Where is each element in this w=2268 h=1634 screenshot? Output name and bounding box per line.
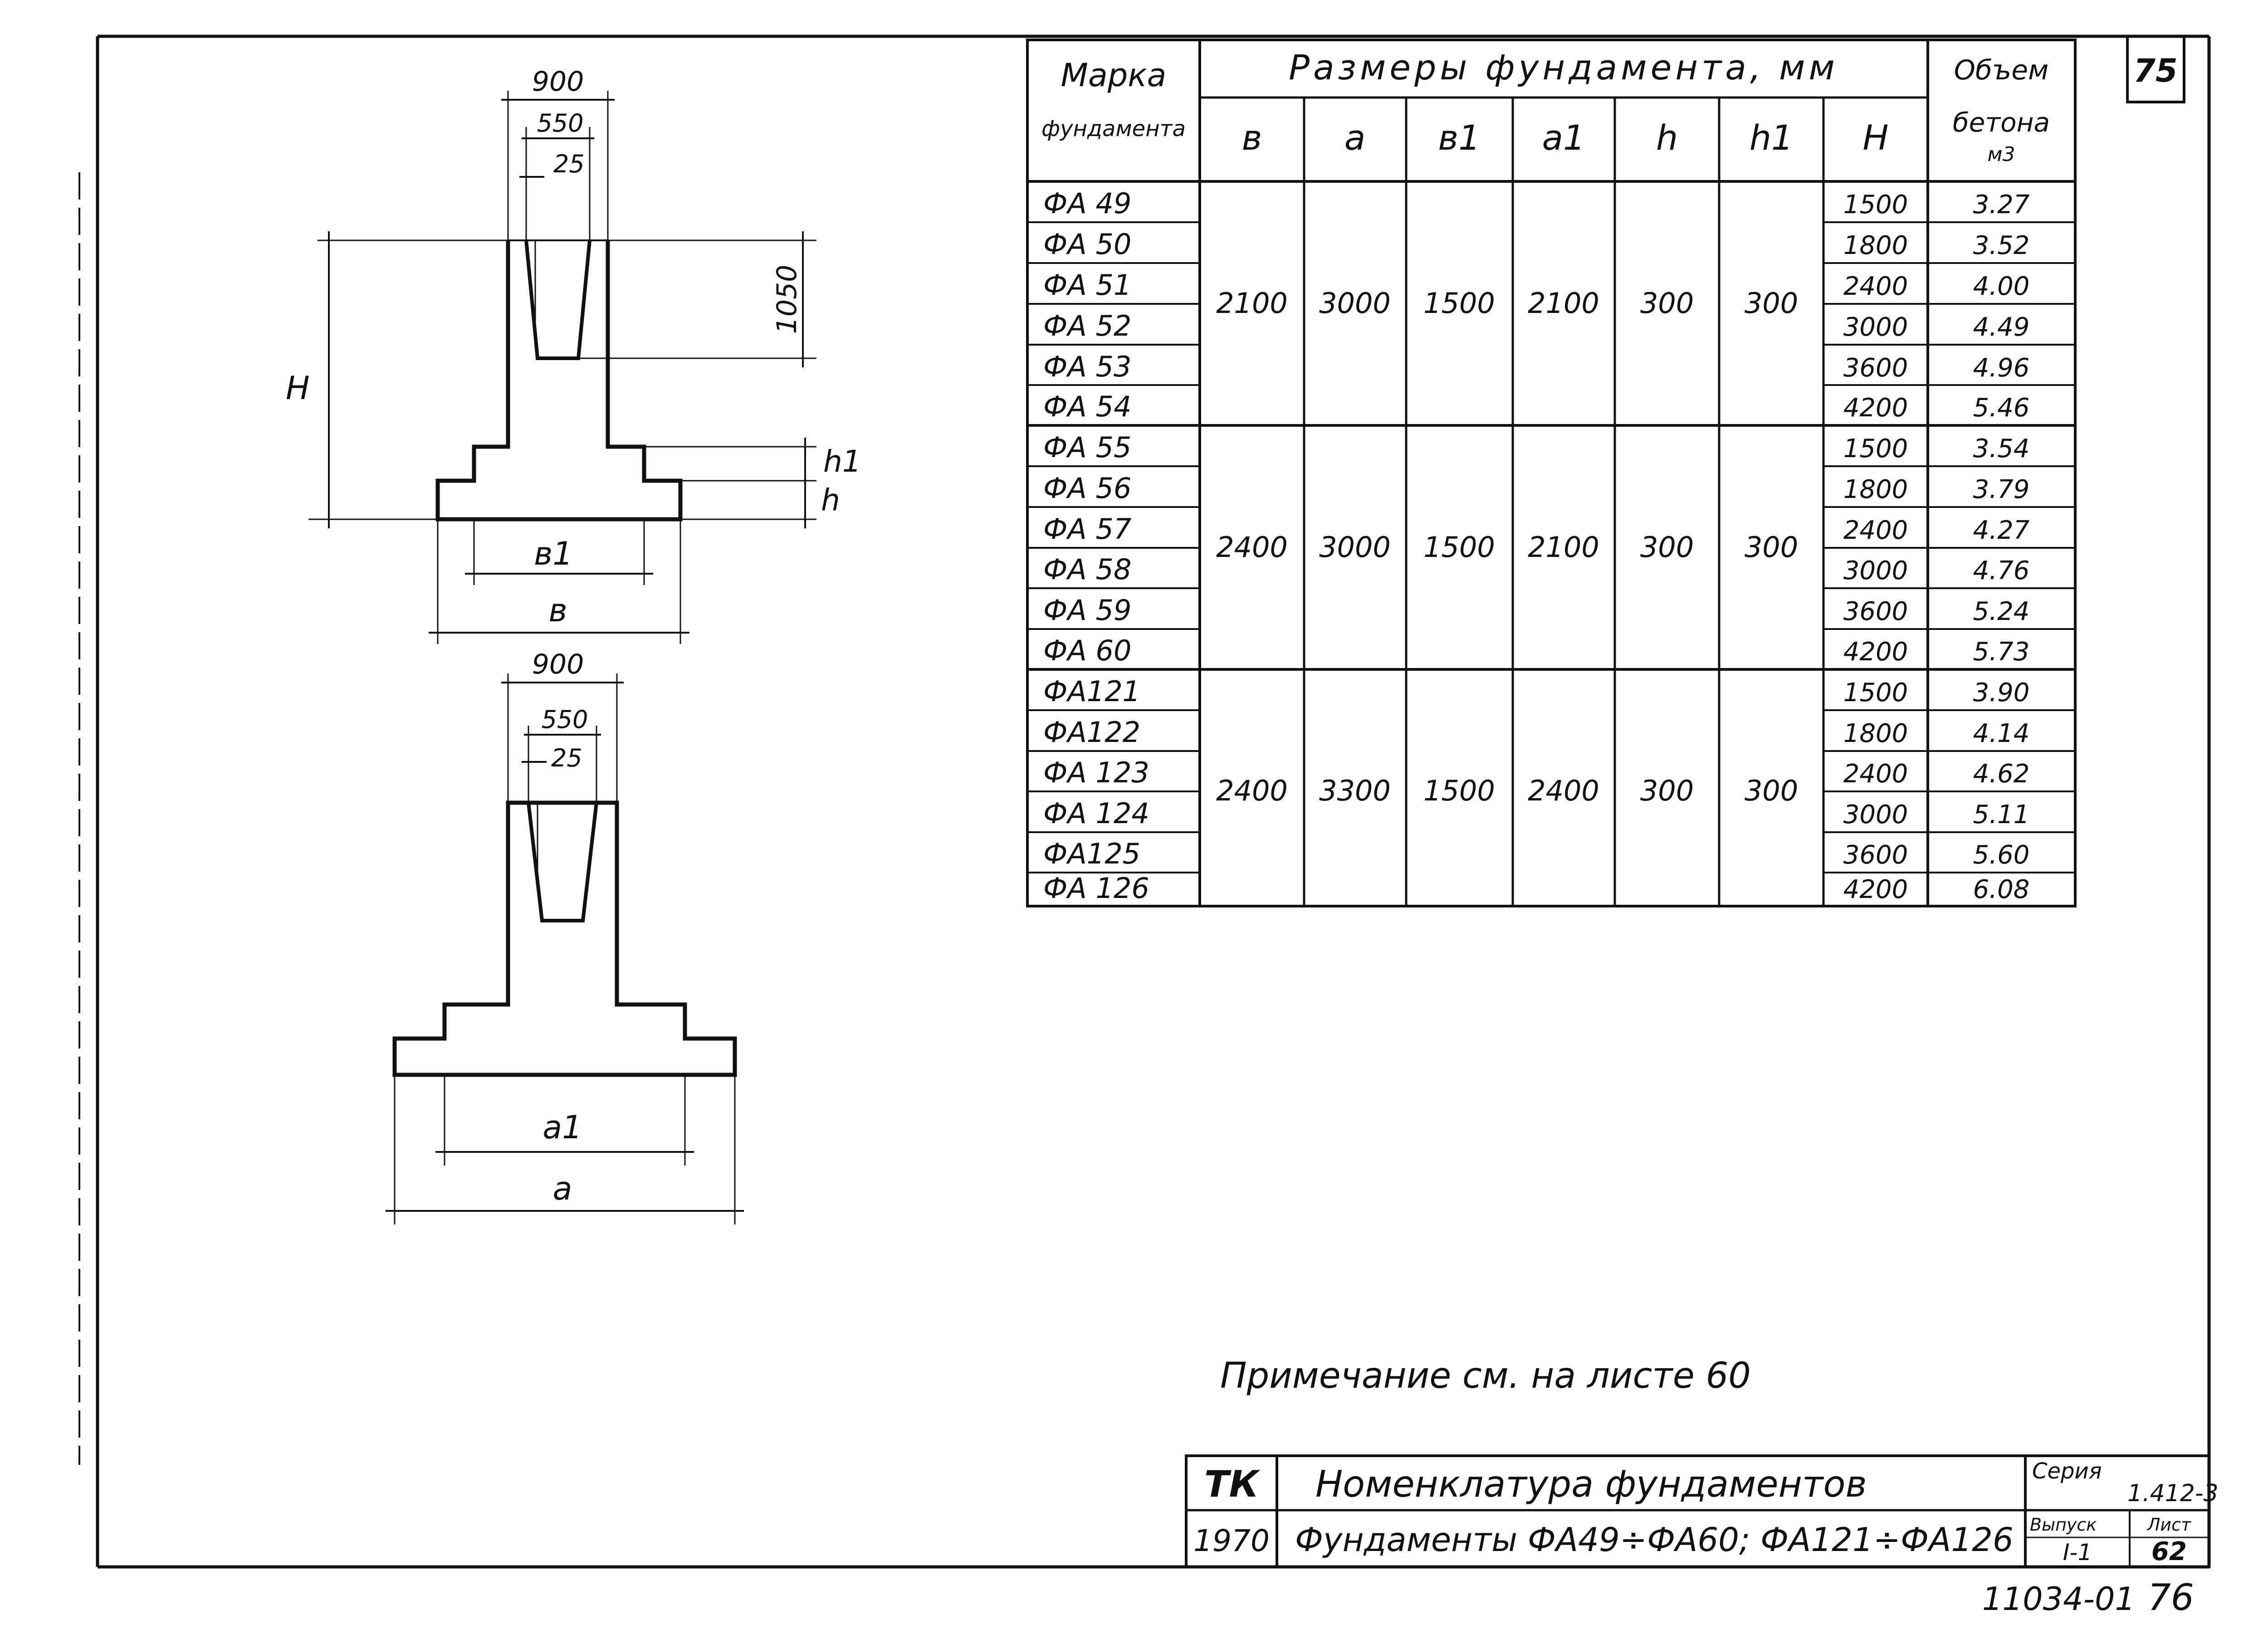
row-V: 4.96 bbox=[1973, 353, 2030, 383]
row-V: 3.52 bbox=[1973, 231, 2030, 260]
row-V: 5.60 bbox=[1973, 840, 2030, 870]
header-volume-line2: бетона bbox=[1952, 107, 2050, 138]
table-header bbox=[1041, 47, 2050, 166]
row-mark: ФА 54 bbox=[1043, 390, 1132, 423]
row-H: 1500 bbox=[1843, 434, 1908, 463]
g2-a1: 2100 bbox=[1528, 531, 1599, 564]
note: Примечание см. на листе 60 bbox=[1220, 1356, 1751, 1396]
row-H: 2400 bbox=[1843, 759, 1908, 789]
label-b: в bbox=[548, 592, 567, 629]
row-H: 1800 bbox=[1843, 719, 1908, 748]
row-mark: ФА122 bbox=[1043, 716, 1141, 749]
header-volume-line1: Объем bbox=[1954, 54, 2049, 86]
row-mark: ФА 52 bbox=[1043, 309, 1132, 342]
issue-label: Выпуск bbox=[2030, 1515, 2097, 1535]
sheet-number: 75 bbox=[2133, 52, 2178, 89]
dim-25-bottom: 25 bbox=[551, 744, 582, 772]
row-H: 1500 bbox=[1843, 678, 1908, 707]
row-V: 5.11 bbox=[1973, 800, 2030, 829]
stamp-page: 76 bbox=[2148, 1576, 2194, 1619]
row-V: 5.24 bbox=[1973, 597, 2030, 626]
row-H: 2400 bbox=[1843, 272, 1908, 301]
row-mark: ФА 58 bbox=[1043, 553, 1132, 586]
series-label: Серия bbox=[2032, 1458, 2102, 1484]
g2-h1: 300 bbox=[1744, 531, 1799, 564]
row-mark: ФА 124 bbox=[1043, 797, 1149, 830]
row-V: 4.14 bbox=[1973, 719, 2030, 748]
row-H: 1800 bbox=[1843, 475, 1908, 504]
row-V: 3.54 bbox=[1973, 434, 2030, 463]
g1-h: 300 bbox=[1640, 287, 1694, 320]
row-V: 4.49 bbox=[1973, 312, 2030, 342]
dim-550-bottom: 550 bbox=[541, 705, 588, 734]
row-H: 4200 bbox=[1843, 875, 1908, 904]
g3-a: 3300 bbox=[1319, 774, 1391, 807]
header-col-h1: h1 bbox=[1749, 117, 1794, 158]
row-H: 4200 bbox=[1843, 637, 1908, 667]
title-sub: Фундаменты ФА49÷ФА60; ФА121÷ФА126 bbox=[1295, 1521, 2014, 1559]
row-V: 6.08 bbox=[1973, 875, 2030, 904]
row-H: 3000 bbox=[1843, 312, 1908, 342]
title-main: Номенклатура фундаментов bbox=[1315, 1463, 1867, 1505]
row-V: 5.73 bbox=[1973, 637, 2030, 667]
label-a1: а1 bbox=[543, 1109, 582, 1146]
row-H: 4200 bbox=[1843, 393, 1908, 423]
g2-h: 300 bbox=[1640, 531, 1694, 564]
row-mark: ФА 56 bbox=[1043, 472, 1132, 505]
g3-a1: 2400 bbox=[1528, 774, 1599, 807]
stamp-number: 11034-01 bbox=[1982, 1580, 2136, 1618]
dim-550-top: 550 bbox=[537, 109, 584, 137]
header-col-a1: а1 bbox=[1542, 117, 1585, 158]
row-H: 1500 bbox=[1843, 190, 1908, 219]
sheet-value: 62 bbox=[2151, 1537, 2187, 1566]
dim-900-bottom: 900 bbox=[532, 649, 584, 680]
g3-h1: 300 bbox=[1744, 774, 1799, 807]
foundation-section-top bbox=[286, 66, 861, 644]
row-V: 4.27 bbox=[1973, 516, 2030, 545]
row-V: 4.76 bbox=[1973, 556, 2030, 585]
header-col-b: в bbox=[1242, 117, 1262, 158]
header-mark-line1: Марка bbox=[1061, 57, 1167, 94]
row-mark: ФА 60 bbox=[1043, 634, 1132, 667]
header-col-a: а bbox=[1344, 117, 1366, 158]
label-a: а bbox=[552, 1170, 572, 1207]
row-mark: ФА 59 bbox=[1043, 594, 1132, 627]
g3-b1: 1500 bbox=[1423, 774, 1495, 807]
row-mark: ФА125 bbox=[1043, 837, 1141, 870]
label-h1: h1 bbox=[823, 444, 861, 479]
label-H: Н bbox=[286, 370, 310, 407]
dim-1050: 1050 bbox=[771, 264, 803, 334]
title-year: 1970 bbox=[1193, 1523, 1270, 1558]
row-H: 3600 bbox=[1843, 597, 1908, 626]
row-mark: ФА 57 bbox=[1043, 512, 1132, 546]
g1-b: 2100 bbox=[1216, 287, 1288, 320]
row-mark: ФА 123 bbox=[1043, 756, 1149, 789]
g1-a1: 2100 bbox=[1528, 287, 1599, 320]
row-mark: ФА 126 bbox=[1043, 872, 1149, 905]
row-V: 3.90 bbox=[1973, 678, 2030, 707]
row-mark: ФА 51 bbox=[1043, 268, 1132, 302]
foundation-section-bottom bbox=[386, 649, 744, 1224]
row-H: 2400 bbox=[1843, 516, 1908, 545]
row-V: 3.27 bbox=[1973, 190, 2030, 219]
sheet-number-box bbox=[2127, 36, 2184, 102]
row-H: 1800 bbox=[1843, 231, 1908, 260]
header-volume-unit: м3 bbox=[1987, 143, 2015, 166]
g1-a: 3000 bbox=[1319, 287, 1391, 320]
row-mark: ФА 49 bbox=[1043, 187, 1132, 220]
row-mark: ФА 55 bbox=[1043, 431, 1132, 464]
label-b1: в1 bbox=[534, 535, 573, 572]
title-block bbox=[1186, 1456, 2219, 1567]
header-col-h: h bbox=[1656, 117, 1678, 158]
row-H: 3600 bbox=[1843, 840, 1908, 870]
row-V: 4.62 bbox=[1973, 759, 2030, 789]
dim-900-top: 900 bbox=[532, 66, 584, 98]
series-value: 1.412-3 bbox=[2127, 1480, 2219, 1507]
foundation-table bbox=[1027, 40, 2075, 906]
sheet-label: Лист bbox=[2147, 1515, 2191, 1535]
header-col-H: Н bbox=[1862, 117, 1889, 158]
header-mark-line2: фундамента bbox=[1041, 116, 1186, 141]
row-V: 3.79 bbox=[1973, 475, 2030, 504]
row-V: 4.00 bbox=[1973, 272, 2030, 301]
issue-value: I-1 bbox=[2063, 1539, 2092, 1566]
row-mark: ФА 50 bbox=[1043, 228, 1132, 261]
title-org: ТК bbox=[1204, 1463, 1259, 1505]
g3-b: 2400 bbox=[1216, 774, 1288, 807]
row-H: 3000 bbox=[1843, 556, 1908, 585]
g2-b: 2400 bbox=[1216, 531, 1288, 564]
row-H: 3600 bbox=[1843, 353, 1908, 383]
g2-b1: 1500 bbox=[1423, 531, 1495, 564]
dim-25-top: 25 bbox=[553, 150, 585, 178]
g2-a: 3000 bbox=[1319, 531, 1391, 564]
header-col-b1: в1 bbox=[1438, 117, 1481, 158]
g3-h: 300 bbox=[1640, 774, 1694, 807]
header-dims-title: Размеры фундамента, мм bbox=[1289, 47, 1838, 88]
g1-h1: 300 bbox=[1744, 287, 1799, 320]
row-mark: ФА121 bbox=[1043, 675, 1141, 708]
row-V: 5.46 bbox=[1973, 393, 2030, 423]
label-h: h bbox=[821, 483, 840, 517]
row-H: 3000 bbox=[1843, 800, 1908, 829]
g1-b1: 1500 bbox=[1423, 287, 1495, 320]
row-mark: ФА 53 bbox=[1043, 350, 1132, 383]
